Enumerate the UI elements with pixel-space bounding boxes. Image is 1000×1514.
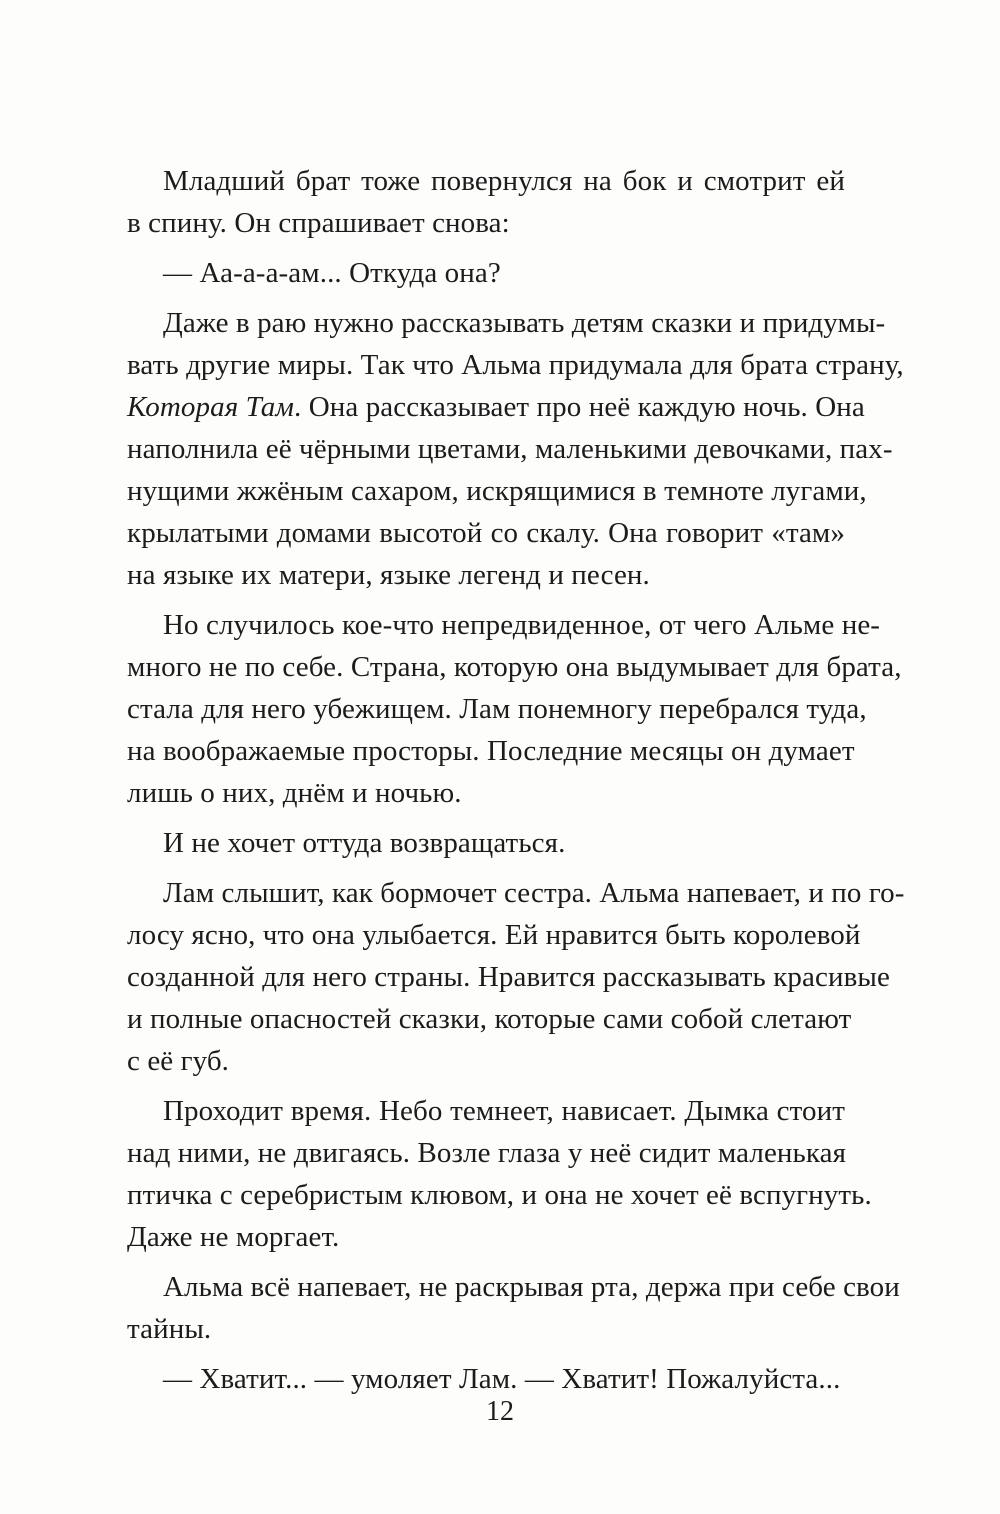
text-line: Лам слышит, как бормочет сестра. Альма напевает, и по го-	[163, 877, 905, 909]
text-line: вать другие миры. Так что Альма придумала для брата страну,	[127, 349, 904, 381]
text-line: стала для него убежищем. Лам понемногу перебрался туда,	[127, 693, 867, 725]
text-line: И не хочет оттуда возвращаться.	[163, 827, 566, 859]
text-line: — Аа-а-а-ам... Откуда она?	[163, 257, 501, 289]
page-number: 12	[486, 1396, 514, 1427]
text-line: нущими жжёным сахаром, искрящимися в темноте лугами,	[127, 475, 867, 507]
text-line: птичка с серебристым клювом, и она не хочет её вспугнуть.	[127, 1179, 872, 1211]
italic-country-name: Которая Там	[127, 391, 295, 423]
text-line: Но случилось кое-что непредвиденное, от чего Альме не-	[163, 609, 881, 641]
text-line: Проходит время. Небо темнеет, нависает. Дымка стоит	[163, 1095, 845, 1127]
text-line: на воображаемые просторы. Последние месяцы он думает	[127, 735, 855, 767]
text-line: много не по себе. Страна, которую она выдумывает для брата,	[127, 651, 902, 683]
text-line: над ними, не двигаясь. Возле глаза у неё сидит маленькая	[127, 1137, 847, 1169]
text-line: на языке их матери, языке легенд и песен.	[127, 559, 650, 591]
text-line: наполнила её чёрными цветами, маленькими девочками, пах-	[127, 433, 893, 465]
text-line: с её губ.	[127, 1045, 230, 1077]
text-line: тайны.	[127, 1313, 212, 1345]
text-line	[127, 386, 865, 428]
text-line: созданной для него страны. Нравится рассказывать красивые	[127, 961, 890, 993]
text-line: крылатыми домами высотой со скалу. Она говорит «там»	[127, 517, 845, 549]
text-line: Альма всё напевает, не раскрывая рта, держа при себе свои	[163, 1271, 900, 1303]
text-line: лишь о них, днём и ночью.	[127, 777, 462, 809]
text-line: Младший брат тоже повернулся на бок и смотрит ей	[163, 165, 845, 197]
text-line: в спину. Он спрашивает снова:	[127, 207, 510, 239]
text-line-rest: . Она рассказывает про неё каждую ночь. Она	[294, 391, 865, 423]
text-line: Даже в раю нужно рассказывать детям сказки и придумы-	[163, 307, 886, 339]
text-line: и полные опасностей сказки, которые сами собой слетают	[127, 1003, 852, 1035]
text-line: лосу ясно, что она улыбается. Ей нравится быть королевой	[127, 919, 861, 951]
text-line: — Хватит... — умоляет Лам. — Хватит! Пожалуйста...	[163, 1363, 841, 1395]
text-line: Даже не моргает.	[127, 1221, 340, 1253]
body-text	[127, 160, 905, 1400]
